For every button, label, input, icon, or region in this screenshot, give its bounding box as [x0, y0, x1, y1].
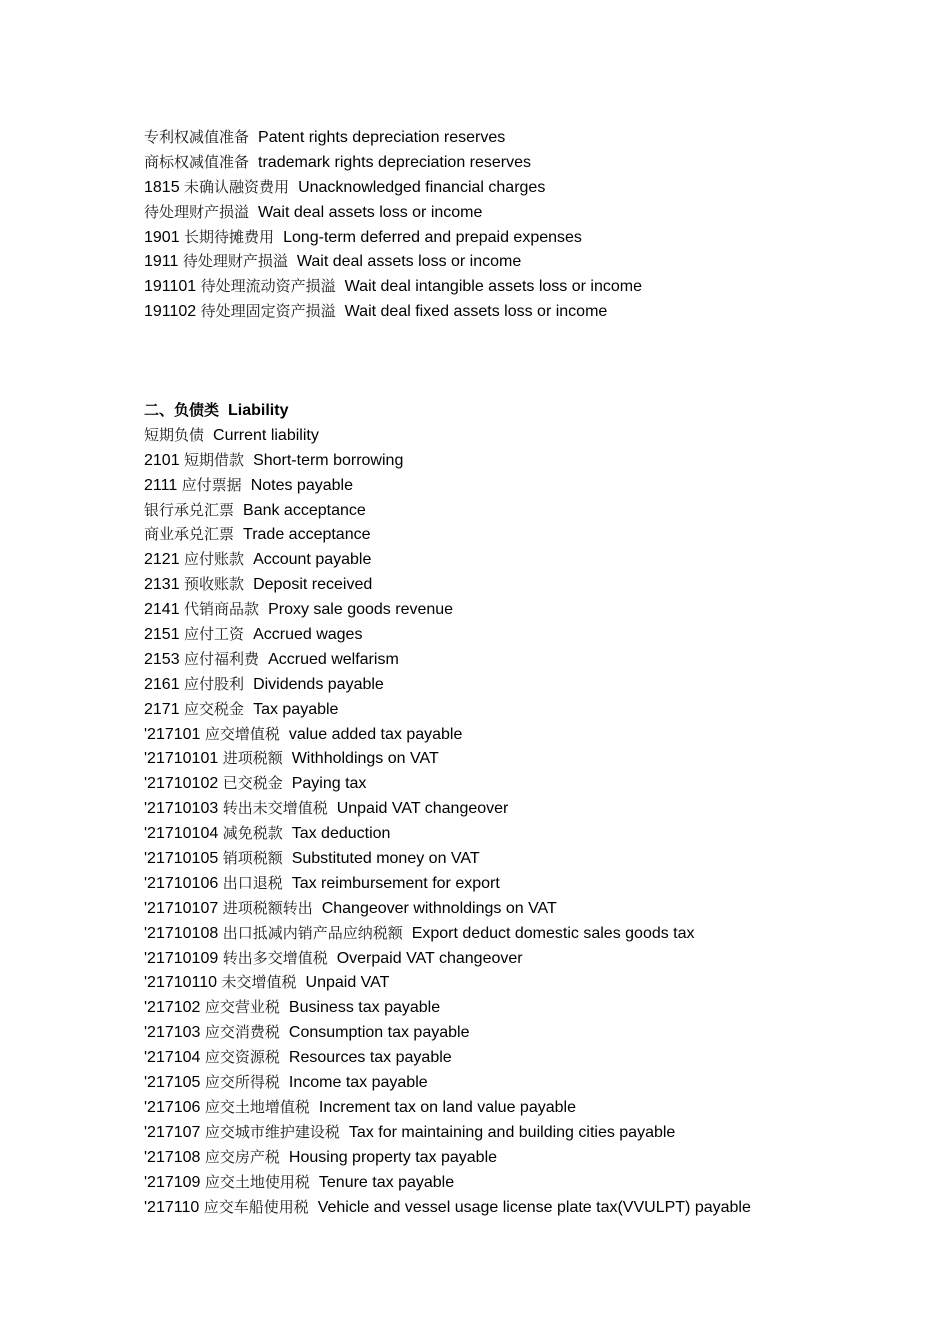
account-name-en: Tax for maintaining and building cities payable — [348, 1123, 676, 1141]
account-line — [144, 647, 924, 672]
account-code: 1901 — [144, 228, 185, 246]
account-name-zh: 专利权减值准备 — [144, 128, 250, 146]
section-heading-en: Liability — [228, 402, 289, 419]
account-name-zh: 出口抵减内销产品应纳税额 — [222, 923, 403, 942]
account-line — [144, 1120, 924, 1145]
account-code: '21710106 — [144, 874, 223, 892]
account-line — [144, 125, 924, 150]
account-line — [144, 299, 924, 324]
account-name-zh: 商业承兑汇票 — [144, 525, 235, 544]
account-name-en: Tax payable — [253, 700, 339, 718]
account-name-zh: 应交资源税 — [204, 1048, 280, 1067]
account-name-zh: 已交税金 — [222, 774, 283, 793]
account-line — [144, 274, 924, 299]
account-line — [144, 921, 924, 946]
account-name-zh: 出口退税 — [222, 873, 283, 892]
account-code: 1911 — [144, 253, 183, 271]
account-code: '217109 — [144, 1173, 205, 1191]
account-name-en: Proxy sale goods revenue — [268, 601, 454, 619]
account-code: '217106 — [144, 1098, 205, 1116]
account-name-en: Resources tax payable — [288, 1049, 452, 1067]
account-line — [144, 448, 924, 473]
account-code: 2141 — [144, 601, 185, 619]
account-name-en: Housing property tax payable — [288, 1148, 498, 1166]
account-name-zh: 待处理固定资产损溢 — [200, 302, 336, 321]
account-name-zh: 商标权减值准备 — [144, 152, 250, 171]
account-code: '21710101 — [144, 750, 223, 768]
account-name-en: Patent rights depreciation reserves — [258, 129, 506, 146]
account-name-zh: 进项税额转出 — [222, 898, 313, 917]
account-code: 191102 — [144, 303, 201, 321]
account-line — [144, 995, 924, 1020]
account-line — [144, 970, 924, 995]
account-name-en: Increment tax on land value payable — [318, 1098, 576, 1116]
account-name-en: Export deduct domestic sales goods tax — [411, 924, 695, 942]
account-name-zh: 未确认融资费用 — [184, 177, 290, 196]
account-name-en: Unpaid VAT changeover — [336, 800, 509, 818]
account-name-en: Deposit received — [253, 576, 373, 594]
account-line — [144, 522, 924, 547]
account-name-zh: 短期借款 — [184, 450, 245, 469]
account-name-zh: 转出多交增值税 — [222, 948, 328, 967]
account-name-zh: 应交土地增值税 — [204, 1097, 310, 1116]
account-name-zh: 短期负债 — [144, 425, 205, 444]
account-line — [144, 1070, 924, 1095]
account-line — [144, 697, 924, 722]
account-name-en: Bank acceptance — [243, 501, 366, 519]
account-name-en: Substituted money on VAT — [291, 850, 480, 868]
account-line — [144, 871, 924, 896]
account-name-zh: 银行承兑汇票 — [144, 500, 235, 519]
account-code: 191101 — [144, 278, 201, 296]
account-code: 2151 — [144, 626, 185, 644]
account-name-en: Unacknowledged financial charges — [298, 178, 546, 196]
account-line — [144, 1145, 924, 1170]
account-name-zh: 应交增值税 — [204, 724, 280, 743]
account-line — [144, 498, 924, 523]
account-code: '217104 — [144, 1049, 205, 1067]
section-heading-zh: 二、负债类 — [144, 401, 220, 419]
account-code: '21710102 — [144, 775, 223, 793]
account-name-zh: 待处理流动资产损溢 — [200, 277, 336, 296]
account-code: '21710104 — [144, 825, 223, 843]
account-name-zh: 销项税额 — [222, 849, 283, 868]
account-code: 2101 — [144, 451, 185, 469]
account-name-en: Income tax payable — [288, 1074, 428, 1092]
account-name-en: value added tax payable — [288, 725, 463, 743]
account-line — [144, 771, 924, 796]
account-name-en: Tax reimbursement for export — [291, 874, 500, 892]
account-name-zh: 应交营业税 — [204, 998, 280, 1017]
account-line — [144, 150, 924, 175]
account-line — [144, 423, 924, 448]
account-name-en: Short-term borrowing — [253, 451, 404, 469]
account-line — [144, 1020, 924, 1045]
account-name-en: Long-term deferred and prepaid expenses — [283, 228, 582, 246]
account-code: 2171 — [144, 700, 185, 718]
account-name-en: Accrued wages — [253, 626, 363, 644]
account-name-en: Changeover withnoldings on VAT — [321, 899, 557, 917]
account-line — [144, 796, 924, 821]
account-line — [144, 225, 924, 250]
account-name-en: Trade acceptance — [243, 526, 371, 544]
liability-account-list — [144, 398, 924, 1219]
account-name-en: Wait deal intangible assets loss or income — [344, 278, 642, 296]
account-name-zh: 待处理财产损溢 — [182, 252, 288, 271]
account-name-zh: 应付票据 — [181, 475, 242, 494]
account-name-en: Accrued welfarism — [268, 650, 399, 668]
account-name-zh: 应交所得税 — [204, 1073, 280, 1092]
account-name-en: Dividends payable — [253, 675, 384, 693]
account-code: 2121 — [144, 551, 185, 569]
account-code: 2131 — [144, 576, 185, 594]
section-heading-liability — [144, 398, 924, 423]
account-name-en: Current liability — [213, 426, 319, 444]
account-code: '217107 — [144, 1123, 205, 1141]
account-line — [144, 547, 924, 572]
account-line — [144, 1045, 924, 1070]
account-name-zh: 应交房产税 — [204, 1147, 280, 1166]
account-name-zh: 应付股利 — [184, 674, 245, 693]
account-name-zh: 应付账款 — [184, 550, 245, 569]
account-name-zh: 代销商品款 — [184, 600, 260, 619]
account-code: '217101 — [144, 725, 205, 743]
account-line — [144, 722, 924, 747]
account-line — [144, 597, 924, 622]
account-name-zh: 预收账款 — [184, 575, 245, 594]
account-name-zh: 应交车船使用税 — [203, 1197, 309, 1216]
account-code: '217110 — [144, 1198, 204, 1216]
account-name-zh: 应交税金 — [184, 699, 245, 718]
account-line — [144, 622, 924, 647]
account-line — [144, 249, 924, 274]
account-line — [144, 473, 924, 498]
account-name-zh: 应付工资 — [184, 625, 245, 644]
account-code: '21710107 — [144, 899, 223, 917]
account-name-zh: 未交增值税 — [221, 973, 297, 992]
account-name-en: Consumption tax payable — [288, 1024, 470, 1042]
account-line — [144, 672, 924, 697]
account-name-en: Vehicle and vessel usage license plate tax(VVULPT) payable — [317, 1198, 751, 1216]
account-name-en: Overpaid VAT changeover — [336, 949, 523, 967]
account-line — [144, 746, 924, 771]
account-name-en: trademark rights depreciation reserves — [258, 153, 532, 171]
account-name-en: Wait deal assets loss or income — [258, 203, 483, 221]
account-line — [144, 1170, 924, 1195]
account-line — [144, 846, 924, 871]
account-name-zh: 待处理财产损溢 — [144, 202, 250, 221]
account-code: 2161 — [144, 675, 185, 693]
account-name-zh: 应交消费税 — [204, 1023, 280, 1042]
account-name-en: Tax deduction — [291, 825, 391, 843]
account-line — [144, 175, 924, 200]
account-name-zh: 应交土地使用税 — [204, 1172, 310, 1191]
account-name-en: Wait deal assets loss or income — [296, 253, 522, 271]
account-line — [144, 946, 924, 971]
account-code: 2111 — [144, 476, 182, 494]
account-code: '21710105 — [144, 850, 223, 868]
account-code: '217102 — [144, 999, 205, 1017]
account-code: '21710103 — [144, 800, 223, 818]
account-name-zh: 应交城市维护建设税 — [204, 1122, 340, 1141]
account-line — [144, 821, 924, 846]
account-name-zh: 长期待摊费用 — [184, 227, 275, 246]
account-name-en: Tenure tax payable — [318, 1173, 455, 1191]
account-name-en: Notes payable — [250, 476, 353, 494]
account-name-zh: 进项税额 — [222, 749, 283, 768]
account-name-en: Account payable — [253, 551, 372, 569]
account-code: '217105 — [144, 1074, 205, 1092]
account-line — [144, 1095, 924, 1120]
account-name-en: Unpaid VAT — [305, 974, 390, 992]
account-code: 1815 — [144, 178, 185, 196]
account-line — [144, 896, 924, 921]
account-code: '21710110 — [144, 974, 222, 992]
account-line — [144, 1195, 924, 1220]
liability-lines — [144, 423, 924, 1220]
account-code: '217103 — [144, 1024, 205, 1042]
account-name-zh: 应付福利费 — [184, 649, 260, 668]
account-line — [144, 572, 924, 597]
account-name-zh: 转出未交增值税 — [222, 799, 328, 818]
account-code: '21710109 — [144, 949, 223, 967]
account-name-en: Paying tax — [291, 775, 367, 793]
account-code: '217108 — [144, 1148, 205, 1166]
account-line — [144, 200, 924, 225]
account-name-en: Withholdings on VAT — [291, 750, 439, 768]
account-name-en: Business tax payable — [288, 999, 441, 1017]
account-code: '21710108 — [144, 924, 223, 942]
account-name-en: Wait deal fixed assets loss or income — [344, 303, 608, 321]
account-code: 2153 — [144, 650, 185, 668]
account-name-zh: 减免税款 — [222, 824, 283, 843]
asset-account-list — [144, 125, 924, 324]
